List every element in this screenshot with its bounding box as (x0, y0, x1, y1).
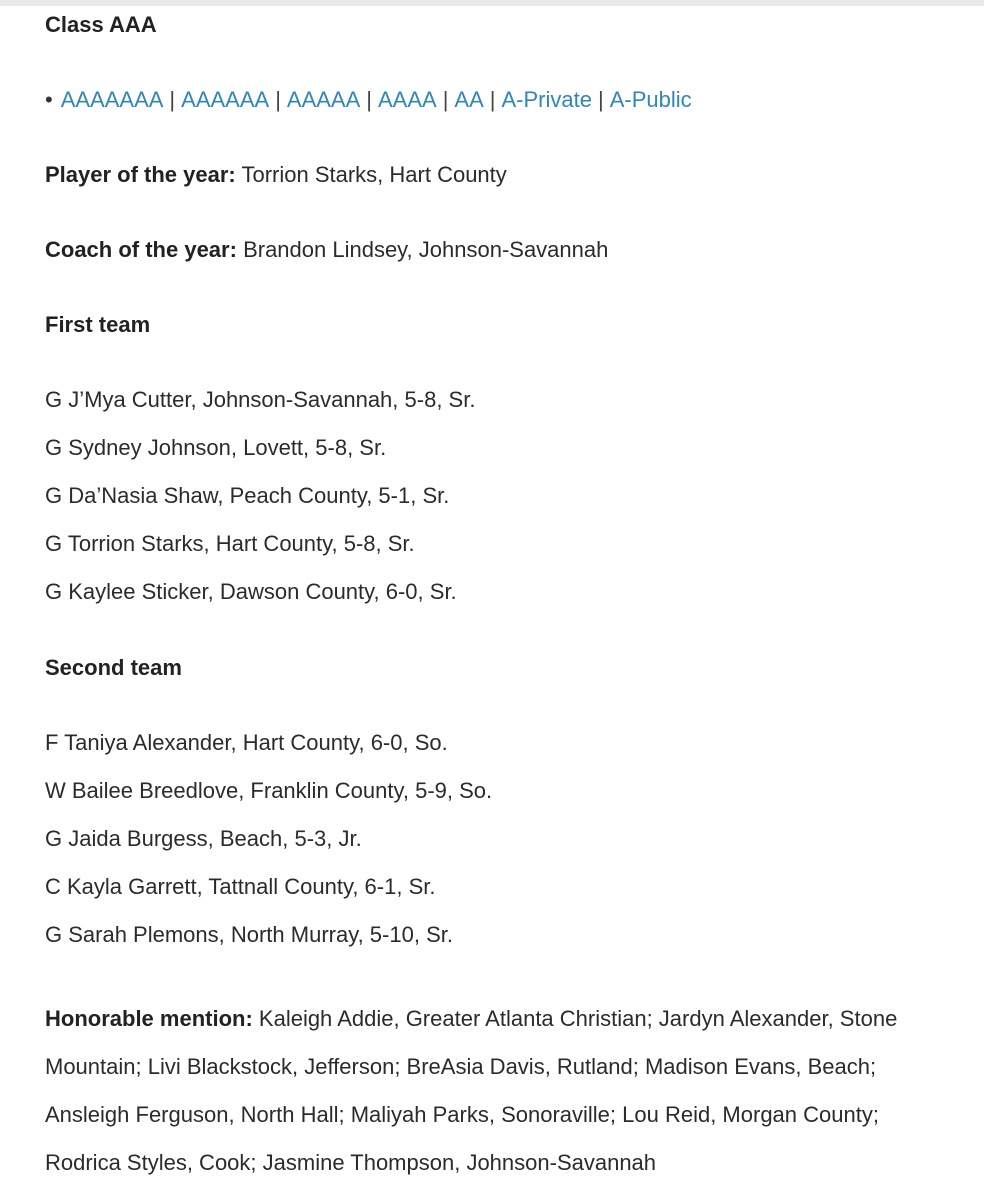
nav-link-a-public[interactable]: A-Public (609, 87, 692, 112)
first-team-player: G Kaylee Sticker, Dawson County, 6-0, Sr. (45, 579, 457, 604)
class-heading: Class AAA (45, 12, 157, 37)
second-team-player: W Bailee Breedlove, Franklin County, 5-9, So. (45, 778, 493, 803)
honorable-mention-label: Honorable mention: (45, 1006, 253, 1031)
player-of-year (45, 160, 507, 190)
nav-separator: | (597, 87, 604, 112)
nav-link-aaaa[interactable]: AAAA (378, 87, 437, 112)
honorable-mention (45, 995, 945, 1187)
first-team-player: G Da’Nasia Shaw, Peach County, 5-1, Sr. (45, 483, 450, 508)
first-team-player: G Sydney Johnson, Lovett, 5-8, Sr. (45, 435, 387, 460)
player-of-year-label: Player of the year: (45, 162, 236, 187)
nav-separator: | (366, 87, 372, 112)
nav-link-aa[interactable]: AA (454, 87, 484, 112)
class-nav (45, 85, 692, 115)
nav-separator: | (489, 87, 496, 112)
top-divider (0, 0, 984, 6)
nav-separator: | (169, 87, 176, 112)
nav-link-a-private[interactable]: A-Private (501, 87, 592, 112)
first-team-player: G J’Mya Cutter, Johnson-Savannah, 5-8, Sr. (45, 387, 476, 412)
nav-link-aaaaaa[interactable]: AAAAAA (181, 87, 270, 112)
first-team-heading: First team (45, 312, 151, 337)
coach-of-year-value: Brandon Lindsey, Johnson-Savannah (243, 237, 609, 262)
second-team-player: C Kayla Garrett, Tattnall County, 6-1, Sr. (45, 874, 436, 899)
nav-separator: | (442, 87, 449, 112)
second-team-heading: Second team (45, 655, 182, 680)
coach-of-year-label: Coach of the year: (45, 237, 237, 262)
nav-bullet: • (45, 87, 53, 112)
nav-link-aaaaa[interactable]: AAAAA (286, 87, 361, 112)
second-team-player: F Taniya Alexander, Hart County, 6-0, So. (45, 730, 448, 755)
nav-separator: | (275, 87, 281, 112)
first-team-player: G Torrion Starks, Hart County, 5-8, Sr. (45, 531, 415, 556)
honorable-mention-text: Kaleigh Addie, Greater Atlanta Christian; Jardyn Alexander, Stone Mountain; Livi Blackstock, Jefferson; BreAsia Davis, Rutland; Madison Evans, Beach; Ansleigh Ferguson, North Hall; Maliyah Parks, Sonoraville; Lou Reid, Morgan County; Rodrica Styles, Cook; Jasmine Thompson, Johnson-Savannah (45, 1006, 898, 1175)
nav-link-aaaaaaa[interactable]: AAAAAAA (60, 87, 164, 112)
second-team-player: G Sarah Plemons, North Murray, 5-10, Sr. (45, 922, 453, 947)
second-team-player: G Jaida Burgess, Beach, 5-3, Jr. (45, 826, 362, 851)
coach-of-year (45, 235, 608, 265)
player-of-year-value: Torrion Starks, Hart County (241, 162, 507, 187)
